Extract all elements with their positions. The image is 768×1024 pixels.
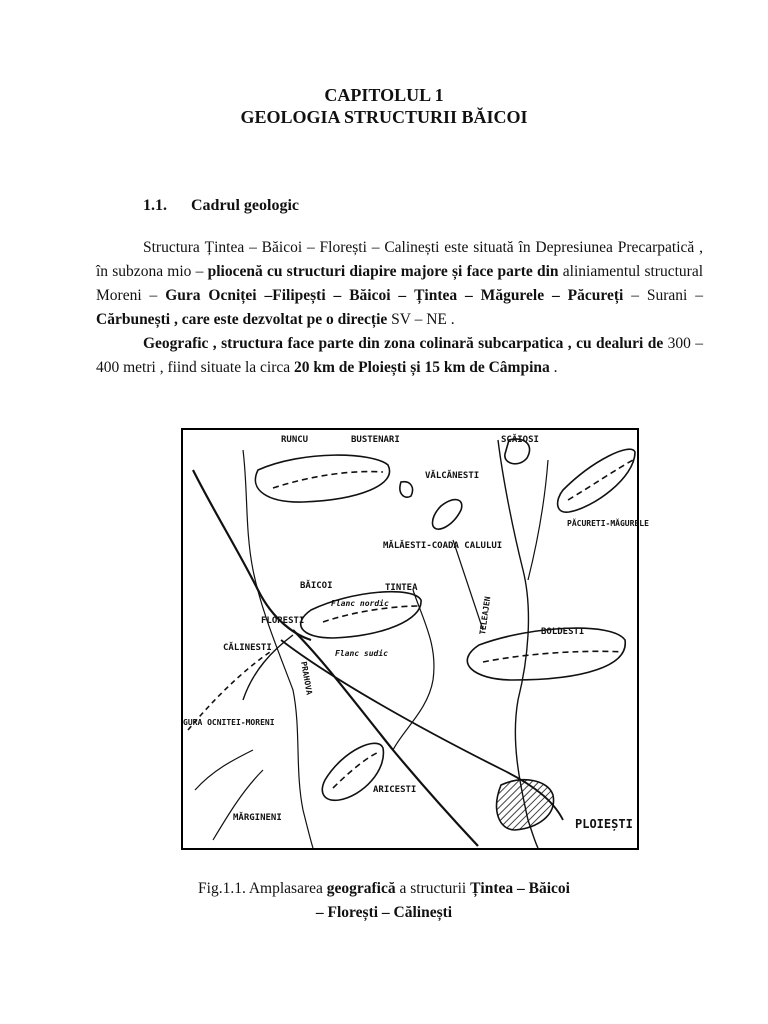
text-run: 300 – 400 metri , fiind situate la circa (96, 335, 704, 376)
map-drawing (183, 430, 649, 848)
map-label: TELEAJEN (478, 595, 493, 636)
text-run: Gura Ocniței –Filipești – Băicoi – Țintea – Măgurele – Păcureți (165, 287, 624, 304)
fault-line (193, 470, 311, 640)
structure-outline (558, 449, 635, 512)
map-label: BOLDESTI (541, 627, 585, 637)
map-label: BĂICOI (300, 581, 333, 591)
text-run: Țintea – Băicoi (470, 880, 570, 897)
paragraph (96, 236, 703, 332)
map-label: RUNCU (281, 435, 309, 445)
text-run: . (549, 359, 558, 376)
text-run: aliniamentul structural Moreni – (96, 263, 704, 304)
text-run: 20 km de Ploiești și 15 km de Câmpina (294, 359, 550, 376)
map-label: Flanc nordic (331, 599, 389, 608)
map-label: MĂRGINENI (233, 813, 282, 823)
map-label: PĂCURETI-MĂGURELE (567, 519, 649, 528)
river (453, 540, 483, 630)
text-run: Structura Țintea – Băicoi – Florești – Calinești este situată în Depresiunea Precarpatică , în subzona mio – (96, 239, 703, 280)
location-map (181, 428, 649, 850)
structure-outline (273, 472, 383, 488)
structure-outline (255, 455, 389, 502)
map-label: PLOIEȘTI (575, 817, 633, 831)
ploiesti-city-area (497, 780, 554, 830)
structure-outline (568, 460, 633, 500)
structure-outline (432, 500, 461, 530)
figure-caption (0, 877, 768, 925)
river (213, 770, 263, 840)
text-run: Fig.1.1. Amplasarea (198, 880, 327, 897)
map-label: BUSTENARI (351, 435, 400, 445)
text-run: Cărbunești , care este dezvoltat pe o direcție (96, 311, 388, 328)
paragraph (96, 332, 703, 380)
map-label: TINTEA (385, 583, 418, 593)
caption-line (0, 877, 768, 901)
map-label: FLORESTI (261, 616, 305, 626)
chapter-number: CAPITOLUL 1 (324, 85, 444, 105)
structure-outline (400, 482, 413, 498)
text-run: geografică (326, 880, 396, 897)
map-label: MĂLĂESTI-COADA CALULUI (383, 541, 503, 551)
text-run: Geografic , structura face parte din zona colinară subcarpatica , cu dealuri de (143, 335, 664, 352)
river (393, 590, 434, 750)
river (528, 460, 548, 580)
text-run: pliocenă cu structuri diapire majore și face parte din (207, 263, 559, 280)
body-text (96, 236, 703, 380)
section-number: 1.1. (143, 197, 167, 214)
chapter-heading (0, 84, 768, 128)
map-label: PRAHOVA (299, 660, 314, 696)
caption-line (0, 901, 768, 925)
map-label: ARICESTI (373, 785, 417, 795)
map-label: SCĂIOSI (501, 435, 539, 445)
text-run: SV – NE . (387, 311, 455, 328)
river (195, 750, 253, 790)
map-label: Flanc sudic (335, 649, 388, 658)
chapter-title: GEOLOGIA STRUCTURII BĂICOI (240, 107, 528, 127)
structure-outline (333, 752, 379, 788)
structure-outline (483, 651, 623, 662)
text-run: a structurii (395, 880, 471, 897)
text-run: – Florești – Călinești (315, 904, 453, 921)
fault-line (293, 630, 478, 846)
map-label: VĂLCĂNESTI (425, 471, 480, 481)
map-label: CĂLINESTI (223, 643, 272, 653)
structure-outline (323, 606, 419, 622)
text-run: – Surani – (623, 287, 703, 304)
section-heading (143, 197, 299, 215)
section-title: Cadrul geologic (191, 197, 299, 214)
map-label: GURA OCNITEI-MORENI (183, 718, 275, 727)
